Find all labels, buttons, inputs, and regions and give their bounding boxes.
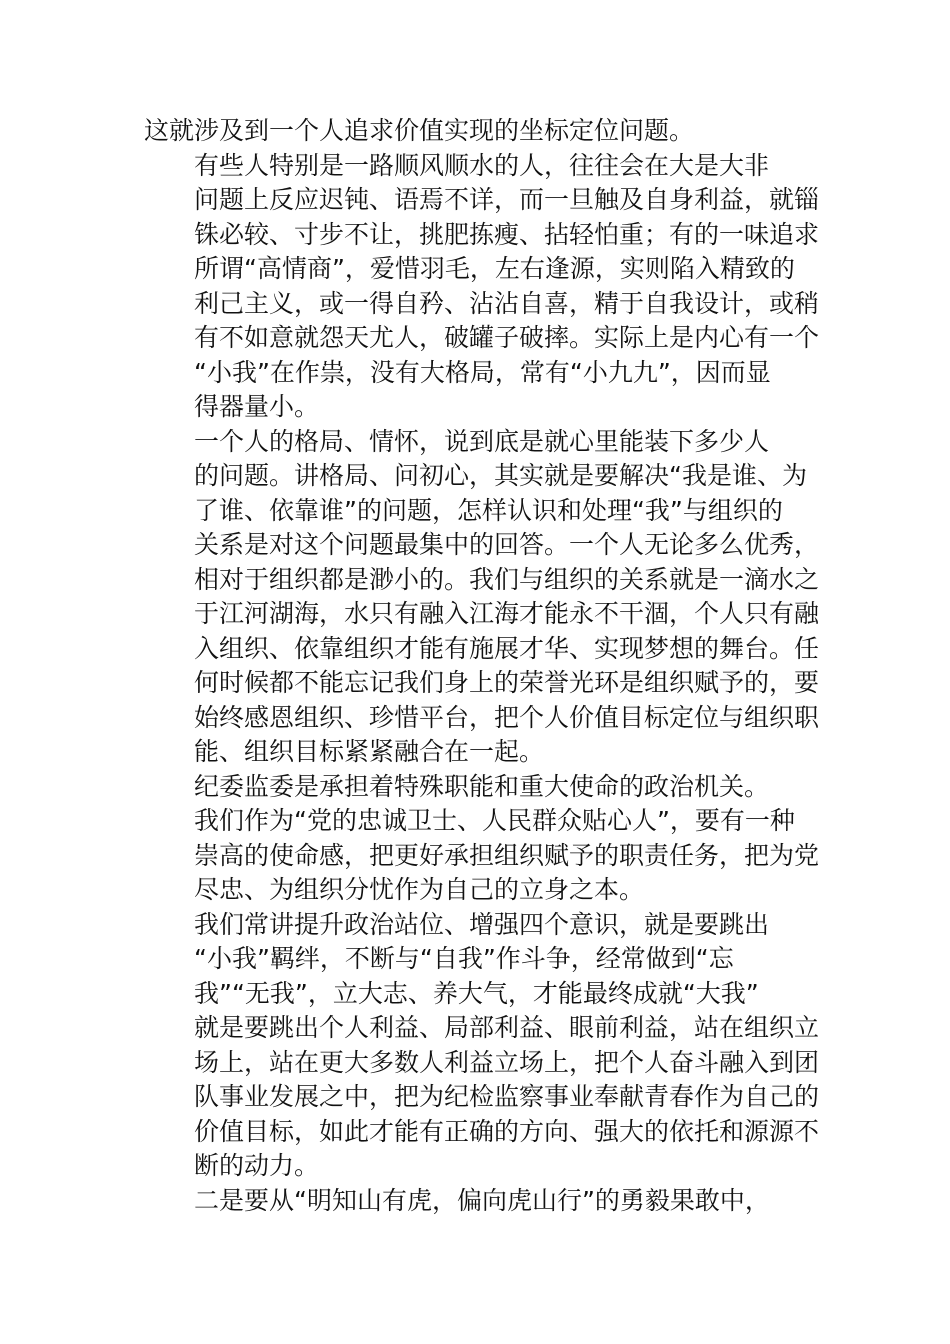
- text-line: 有些人特别是一路顺风顺水的人，往往会在大是大非: [194, 150, 770, 180]
- text-line: 所谓“高情商”，爱惜羽毛，左右逢源，实则陷入精致的: [194, 254, 795, 283]
- text-line: 得器量小。: [194, 392, 320, 421]
- text-line: 就是要跳出个人利益、局部利益、眼前利益，站在组织立: [194, 1013, 820, 1042]
- paragraph: [144, 1184, 816, 1219]
- text-line: 的问题。讲格局、问初心，其实就是要解决“我是谁、为: [194, 461, 807, 490]
- text-line: 始终感恩组织、珍惜平台，把个人价值目标定位与组织职: [194, 702, 820, 732]
- paragraph: [144, 425, 820, 770]
- text-line: 我们作为“党的忠诚卫士、人民群众贴心人”，要有一种: [194, 806, 795, 835]
- text-line: 断的动力。: [194, 1151, 320, 1180]
- text-line: 二是要从“明知山有虎，偏向虎山行”的勇毅果敢中，: [194, 1185, 770, 1215]
- text-line: 这就涉及到一个人追求价值实现的坐标定位问题。: [144, 116, 695, 145]
- text-line: 尽忠、为组织分忧作为自己的立身之本。: [194, 875, 645, 904]
- text-line: 场上，站在更大多数人利益立场上，把个人奋斗融入到团: [194, 1047, 820, 1077]
- text-line: 队事业发展之中，把为纪检监察事业奉献青春作为自己的: [194, 1082, 820, 1111]
- text-line: 能、组织目标紧紧融合在一起。: [194, 737, 545, 766]
- text-line: 于江河湖海，水只有融入江海才能永不干涸，个人只有融: [194, 599, 820, 628]
- text-line: 崇高的使命感，把更好承担组织赋予的职责任务，把为党: [194, 840, 820, 870]
- paragraph: [144, 114, 816, 149]
- text-line: 铢必较、寸步不让，挑肥拣瘦、拈轻怕重；有的一味追求: [194, 219, 820, 249]
- text-line: 我”“无我”，立大志、养大气，才能最终成就“大我”: [194, 978, 759, 1008]
- paragraph: [144, 770, 820, 908]
- text-line: 利己主义，或一得自矜、沾沾自喜，精于自我设计，或稍: [194, 288, 820, 318]
- text-line: 一个人的格局、情怀，说到底是就心里能装下多少人: [194, 426, 770, 456]
- text-line: 相对于组织都是渺小的。我们与组织的关系就是一滴水之: [194, 564, 820, 594]
- text-line: “小我”羁绊，不断与“自我”作斗争，经常做到“忘: [194, 944, 734, 973]
- text-line: 关系是对这个问题最集中的回答。一个人无论多么优秀，: [194, 530, 820, 559]
- document-body: [144, 114, 820, 1218]
- text-line: 有不如意就怨天尤人，破罐子破摔。实际上是内心有一个: [194, 323, 820, 352]
- text-line: 了谁、依靠谁”的问题，怎样认识和处理“我”与组织的: [194, 495, 783, 525]
- text-line: 问题上反应迟钝、语焉不详，而一旦触及自身利益，就锱: [194, 185, 820, 214]
- text-line: 纪委监委是承担着特殊职能和重大使命的政治机关。: [194, 771, 770, 801]
- text-line: 入组织、依靠组织才能有施展才华、实现梦想的舞台。任: [194, 633, 820, 663]
- text-line: 我们常讲提升政治站位、增强四个意识，就是要跳出: [194, 909, 770, 939]
- text-line: 何时候都不能忘记我们身上的荣誉光环是组织赋予的，要: [194, 668, 820, 697]
- paragraph: [144, 908, 820, 1184]
- text-line: “小我”在作祟，没有大格局，常有“小九九”，因而显: [194, 357, 771, 387]
- text-line: 价值目标，如此才能有正确的方向、强大的依托和源源不: [194, 1116, 820, 1146]
- paragraph: [144, 149, 820, 425]
